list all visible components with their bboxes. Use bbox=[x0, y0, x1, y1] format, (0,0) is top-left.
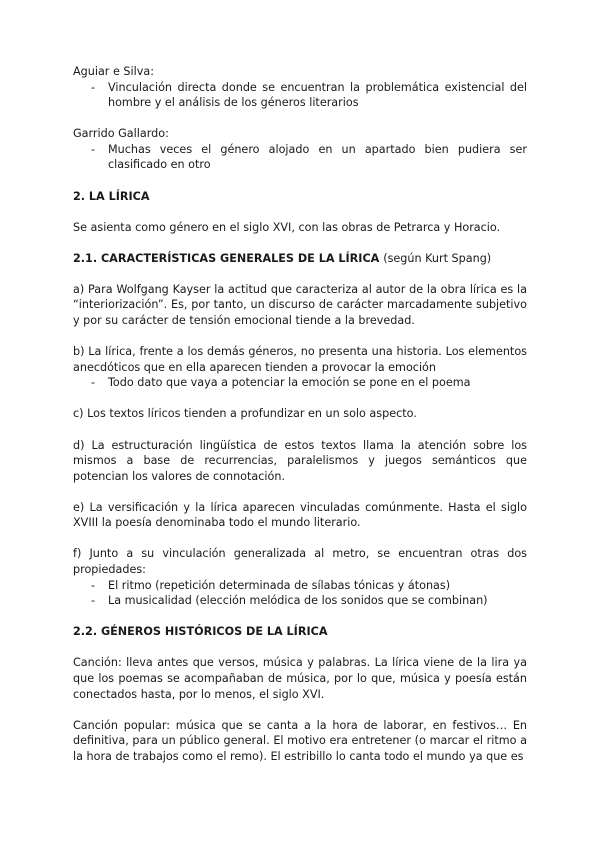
paragraph: f) Junto a su vinculación generalizada al metro, se encuentran otras dos propiedades: bbox=[73, 547, 527, 577]
heading-note: (según Kurt Spang) bbox=[383, 251, 492, 265]
list-item: - Vinculación directa donde se encuentran la problemática existencial del hombre y el análisis de los géneros literarios bbox=[91, 80, 527, 110]
list-item: - Todo dato que vaya a potenciar la emoción se pone en el poema bbox=[91, 376, 471, 390]
list-item: - La musicalidad (elección melódica de los sonidos que se combinan) bbox=[91, 594, 488, 608]
paragraph: b) La lírica, frente a los demás géneros, no presenta una historia. Los elementos anecdóticos que en ella aparecen tienden a provocar la emoción bbox=[73, 345, 527, 374]
heading-caracteristicas: 2.1. CARACTERÍSTICAS GENERALES DE LA LÍRICA (según Kurt Spang) bbox=[73, 251, 492, 265]
document-page bbox=[73, 64, 527, 765]
dash-marker: - bbox=[91, 142, 96, 156]
paragraph: Canción: lleva antes que versos, música y palabras. La lírica viene de la lira ya que los poemas se acompañaban de música, por lo que, música y poesía están conectados hasta, por lo menos, el siglo XVI. bbox=[73, 656, 527, 701]
aguiar-list bbox=[73, 80, 527, 111]
b-list bbox=[73, 375, 527, 391]
paragraph: a) Para Wolfgang Kayser la actitud que caracteriza al autor de la obra lírica es la “interiorización”. Es, por tanto, un discurso de carácter marcadamente subjetivo y por su carácter de tensión emocional tiende a la brevedad. bbox=[73, 282, 527, 328]
garrido-list bbox=[73, 142, 527, 173]
dash-marker: - bbox=[91, 594, 96, 608]
heading-la-lirica: 2. LA LÍRICA bbox=[73, 189, 150, 203]
aguiar-label: Aguiar e Silva: bbox=[73, 65, 154, 78]
garrido-label: Garrido Gallardo: bbox=[73, 127, 169, 141]
heading-generos-historicos: 2.2. GÉNEROS HISTÓRICOS DE LA LÍRICA bbox=[73, 625, 328, 639]
list-item: - El ritmo (repetición determinada de sílabas tónicas y átonas) bbox=[91, 578, 451, 592]
paragraph: Canción popular: música que se canta a la hora de laborar, en festivos… En definitiva, para un público general. El motivo era entretener (o marcar el ritmo a la hora de trabajos como el remo). El estribillo lo canta todo el mundo ya que es bbox=[73, 718, 527, 763]
paragraph: c) Los textos líricos tienden a profundizar en un solo aspecto. bbox=[73, 407, 417, 421]
paragraph: d) La estructuración lingüística de estos textos llama la atención sobre los mismos a base de recurrencias, paralelismos y juegos semánticos que potencian los valores de connotación. bbox=[73, 438, 527, 483]
f-list bbox=[73, 578, 527, 609]
dash-marker: - bbox=[91, 578, 96, 592]
dash-marker: - bbox=[91, 376, 96, 390]
dash-marker: - bbox=[91, 80, 96, 94]
list-item: - Muchas veces el género alojado en un apartado bien pudiera ser clasificado en otro bbox=[91, 142, 527, 172]
paragraph: e) La versificación y la lírica aparecen vinculadas comúnmente. Hasta el siglo XVIII la poesía denominaba todo el mundo literario. bbox=[73, 500, 527, 530]
paragraph: Se asienta como género en el siglo XVI, con las obras de Petrarca y Horacio. bbox=[73, 220, 501, 234]
